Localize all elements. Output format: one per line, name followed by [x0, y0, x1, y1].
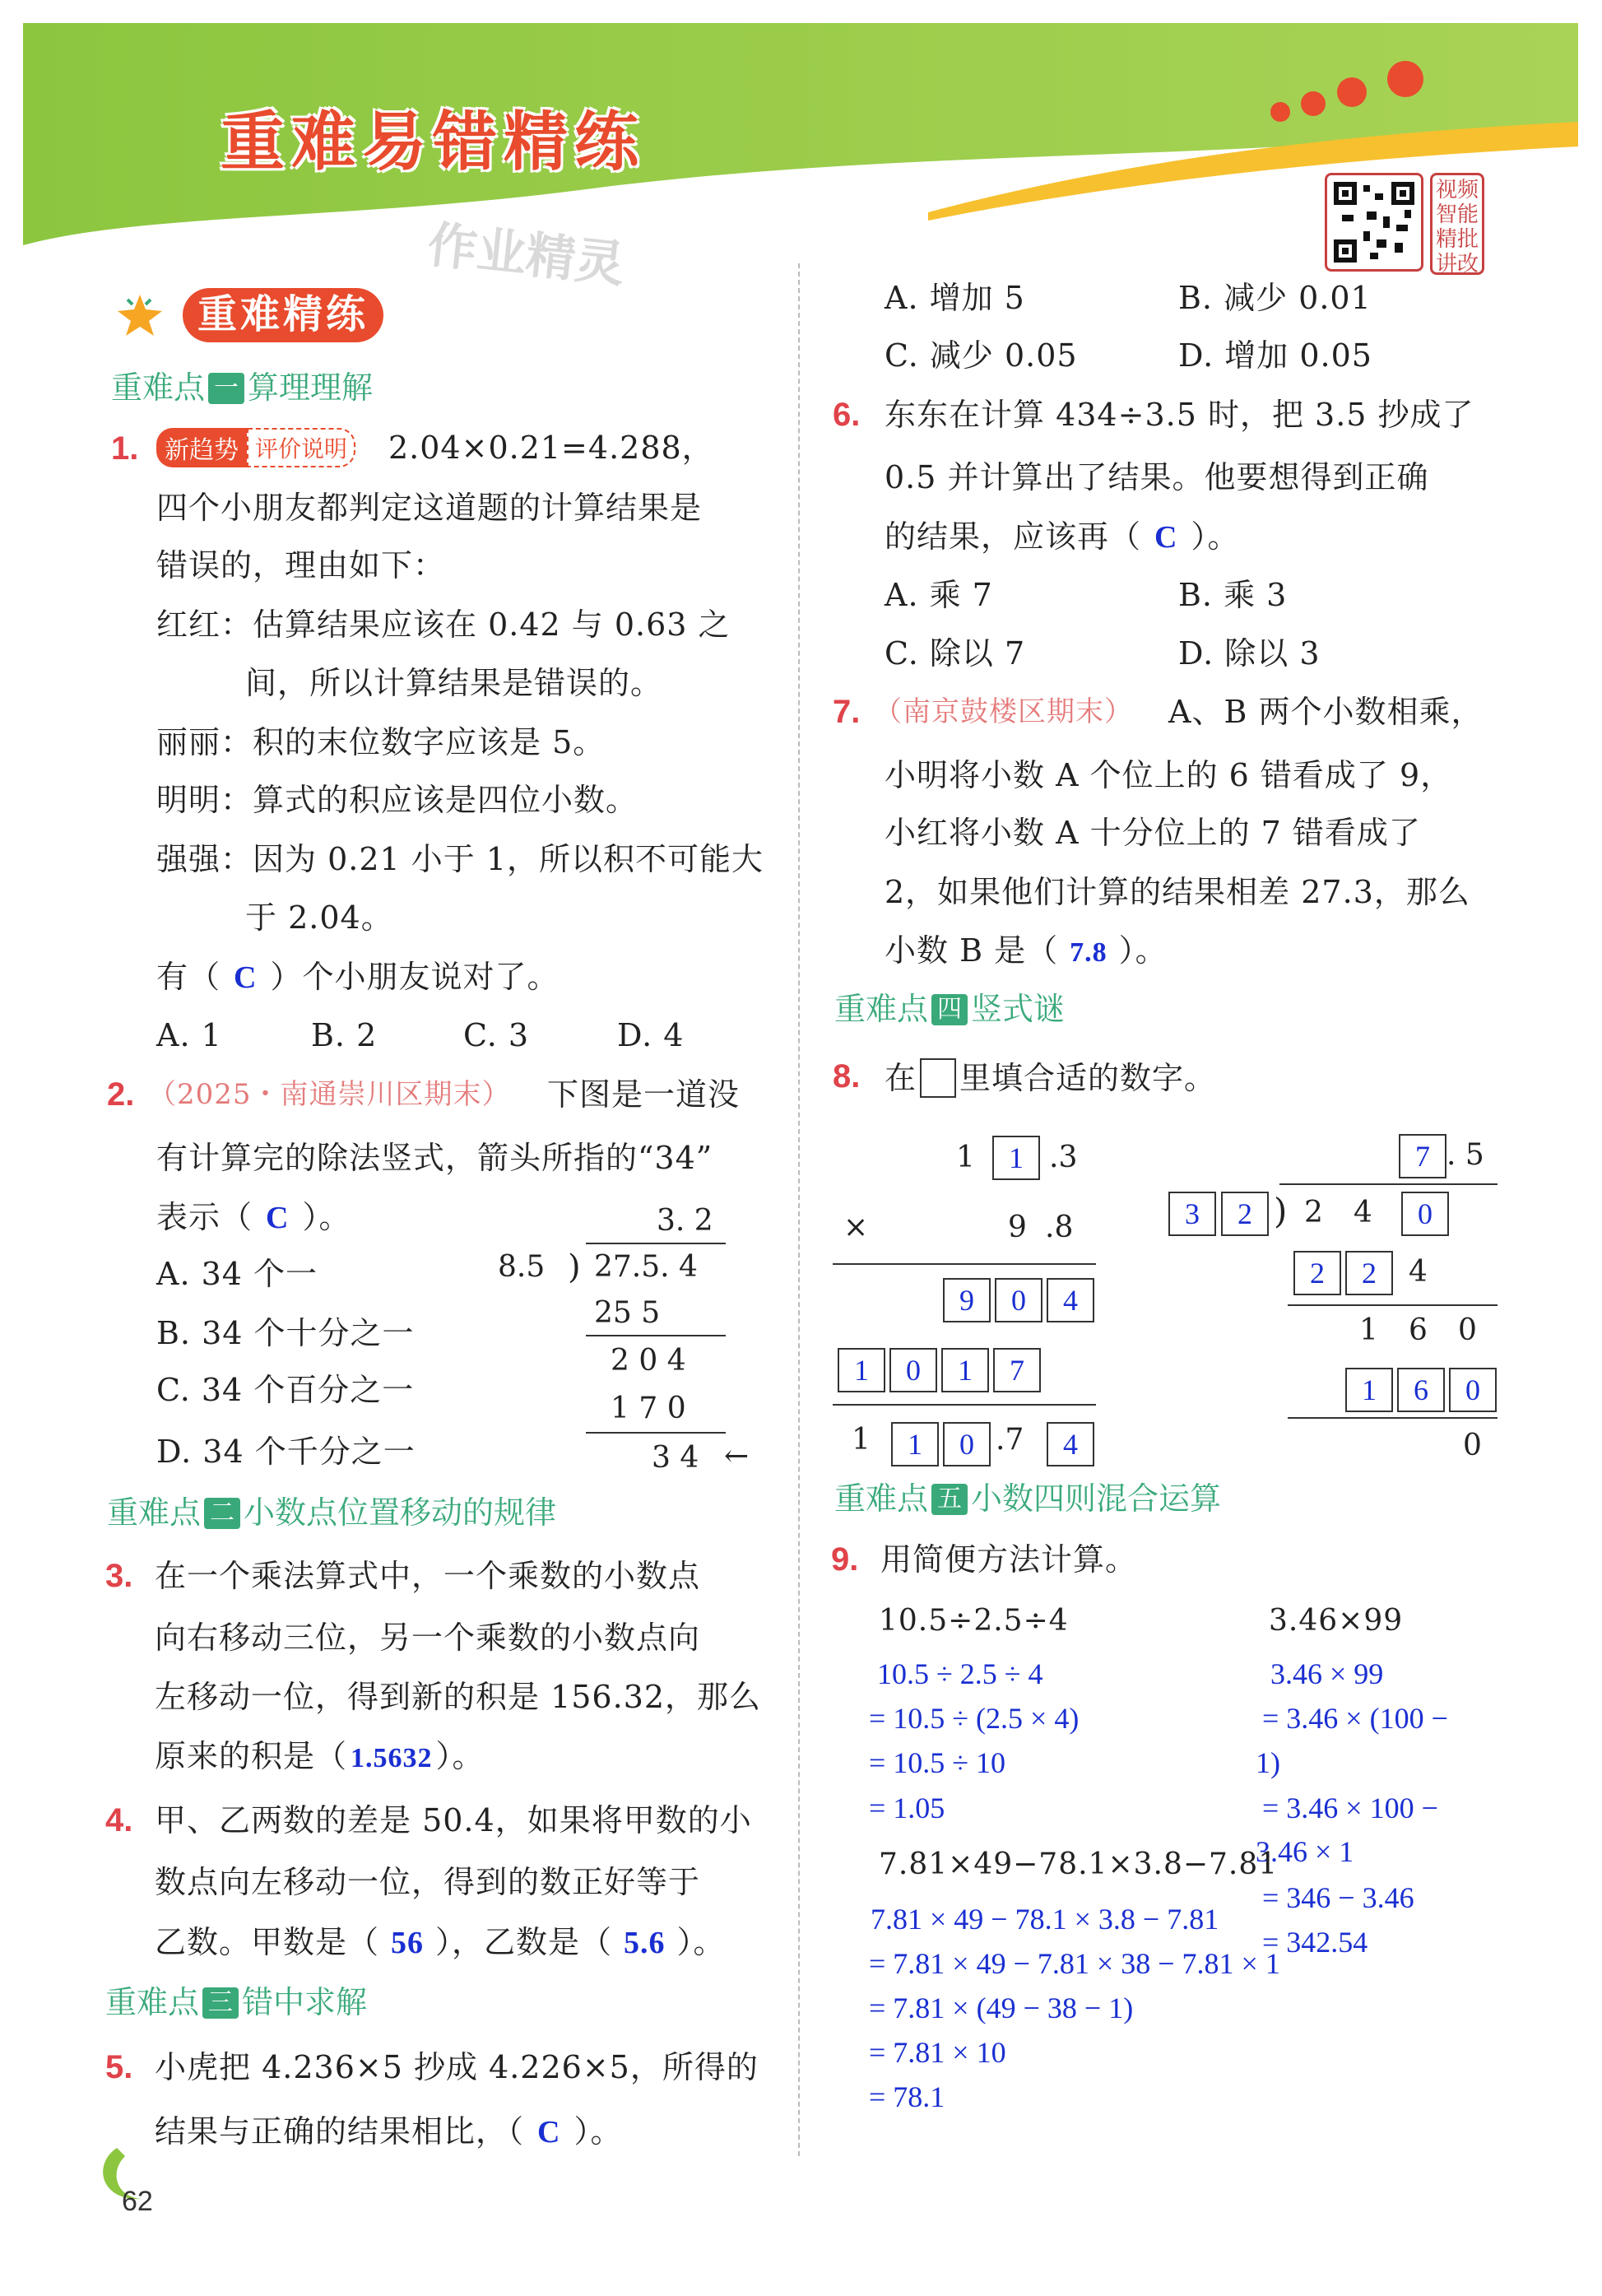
mul-r1-1: 1	[956, 1141, 975, 1174]
kp-3: 重难点 三 错中求解	[105, 1986, 368, 2020]
q2-row2: 2 0 4	[611, 1344, 686, 1378]
q3-line2: 向右移动三位，另一个乘数的小数点向	[155, 1620, 701, 1656]
q5-option-b: B. 减少 0.01	[1178, 280, 1372, 316]
q6-number: 6.	[833, 397, 861, 433]
q2-option-b: B. 34 个十分之一	[156, 1315, 415, 1351]
q3-answer: 1.5632	[351, 1743, 433, 1773]
page-number: 62	[122, 2186, 153, 2217]
q9-p1-s2: = 10.5 ÷ (2.5 × 4)	[869, 1702, 1080, 1735]
q1-line6: 丽丽：积的末位数字应该是 5。	[156, 724, 606, 760]
q5-option-c: C. 减少 0.05	[885, 337, 1078, 374]
star-icon	[111, 288, 169, 337]
qr-label: 视频智能精批讲改	[1430, 173, 1484, 275]
q2-line3: 表示（ C ）。	[156, 1199, 351, 1235]
q9-line1: 用简便方法计算。	[880, 1541, 1138, 1578]
q9-p1-expr: 10.5÷2.5÷4	[879, 1604, 1069, 1638]
q6-option-c: C. 除以 7	[885, 635, 1026, 672]
q9-p3-s2: = 7.81 × 49 − 7.81 × 38 − 7.81 × 1	[869, 1947, 1280, 1980]
q6-option-b: B. 乘 3	[1178, 577, 1288, 613]
mul-times: ×	[843, 1211, 869, 1244]
q2-row4: 3 4	[652, 1441, 699, 1475]
mul-box-8: 7	[993, 1348, 1041, 1392]
q7-number: 7.	[833, 694, 861, 730]
q2-option-a: A. 34 个一	[156, 1256, 318, 1292]
mul-box-1: 1	[992, 1136, 1040, 1180]
q9-p2-s6: = 346 − 3.46	[1262, 1881, 1414, 1914]
q6-line2: 0.5 并计算出了结果。他要想得到正确	[885, 459, 1429, 495]
q5-number: 5.	[105, 2049, 133, 2085]
q3-line3: 左移动一位，得到新的积是 156.32，那么	[155, 1679, 762, 1715]
q1-badge: 新趋势 评价说明	[156, 428, 355, 467]
q2-div-bar	[586, 1243, 726, 1244]
div-box-s3a: 1	[1345, 1368, 1393, 1412]
div-box-q1: 7	[1399, 1134, 1446, 1178]
div-line-2	[1288, 1417, 1498, 1419]
q1-line7: 明明：算式的积应该是四位小数。	[156, 782, 638, 818]
q2-divisor: 8.5	[498, 1250, 546, 1284]
q7-line4: 2，如果他们计算的结果相差 27.3，那么	[885, 874, 1470, 910]
q2-number: 2.	[107, 1076, 135, 1113]
mul-box-2: 9	[943, 1278, 991, 1322]
mul-line-2	[833, 1404, 1096, 1406]
q1-option-c: C. 3	[463, 1017, 530, 1053]
q9-p2-s7: = 342.54	[1262, 1926, 1368, 1959]
q6-line1: 东东在计算 434÷3.5 时，把 3.5 抄成了	[885, 397, 1474, 433]
q9-p1-s1: 10.5 ÷ 2.5 ÷ 4	[877, 1657, 1043, 1690]
qr-pattern-icon	[1334, 182, 1414, 263]
kp-1: 重难点 一 算理理解	[111, 371, 374, 406]
q4-line1: 甲、乙两数的差是 50.4，如果将甲数的小	[155, 1802, 752, 1838]
q9-p3-s4: = 7.81 × 10	[869, 2036, 1006, 2069]
q6-option-a: A. 乘 7	[885, 577, 993, 613]
q9-p2-s3: 1)	[1256, 1746, 1280, 1779]
div-remainder: 0	[1463, 1429, 1482, 1462]
q4-line2: 数点向左移动一位，得到的数正好等于	[155, 1864, 701, 1900]
q1-line10: 有（ C ）个小朋友说对了。	[156, 959, 560, 995]
q2-arrow: ←	[724, 1439, 750, 1473]
q7-line3: 小红将小数 A 十分位上的 7 错看成了	[885, 815, 1421, 851]
q1-answer: C	[234, 960, 258, 995]
q2-row1: 25 5	[594, 1296, 661, 1330]
q1-option-a: A. 1	[156, 1017, 222, 1053]
mul-r5-4: .7	[996, 1423, 1024, 1457]
q5-option-a: A. 增加 5	[885, 280, 1025, 316]
q2-line-a	[586, 1335, 726, 1336]
div-bracket: )	[1274, 1191, 1288, 1231]
div-box-d2: 2	[1221, 1192, 1269, 1236]
mul-box-3: 0	[995, 1278, 1042, 1322]
q2-line-b	[586, 1432, 726, 1434]
q7-line5: 小数 B 是（ 7.8 ）。	[885, 932, 1168, 969]
section-title: 重难精练	[183, 288, 383, 342]
q9-p3-expr: 7.81×49−78.1×3.8−7.81	[879, 1847, 1279, 1881]
mul-r2-2: .8	[1045, 1211, 1074, 1244]
mul-box-11: 4	[1047, 1422, 1094, 1466]
q2-option-d: D. 34 个千分之一	[156, 1434, 416, 1470]
header-title: 重难易错精练	[221, 105, 646, 178]
q7-source: （南京鼓楼区期末）	[874, 695, 1133, 728]
q1-option-b: B. 2	[311, 1017, 378, 1053]
q5-line1: 小虎把 4.236×5 抄成 4.226×5，所得的	[155, 2049, 759, 2085]
q1-option-d: D. 4	[617, 1017, 685, 1053]
mul-box-10: 0	[943, 1422, 991, 1466]
q1-line5: 间，所以计算结果是错误的。	[245, 665, 663, 701]
div-box-s3b: 6	[1397, 1368, 1445, 1412]
q3-number: 3.	[105, 1558, 133, 1594]
q8-line1: 在 里填合适的数字。	[885, 1060, 1217, 1096]
q2-option-c: C. 34 个百分之一	[156, 1372, 415, 1408]
q1-line4: 红红：估算结果应该在 0.42 与 0.63 之	[156, 607, 731, 643]
q9-p2-expr: 3.46×99	[1269, 1604, 1404, 1638]
q8-number: 8.	[833, 1058, 861, 1095]
mul-r1-3: .3	[1049, 1141, 1078, 1174]
blank-box	[920, 1058, 956, 1098]
mul-r5-1: 1	[852, 1423, 871, 1457]
div-q2: . 5	[1446, 1138, 1484, 1172]
q9-p1-s4: = 1.05	[869, 1792, 945, 1824]
q7-line2: 小明将小数 A 个位上的 6 错看成了 9，	[885, 757, 1453, 793]
q4-answer1: 56	[391, 1926, 425, 1960]
div-box-dd3: 0	[1401, 1192, 1449, 1236]
q9-p3-s3: = 7.81 × (49 − 38 − 1)	[869, 1992, 1134, 2024]
q4-answer2: 5.6	[624, 1926, 666, 1960]
q9-p1-s3: = 10.5 ÷ 10	[869, 1746, 1006, 1779]
mul-box-4: 4	[1047, 1278, 1094, 1322]
kp-5: 重难点 五 小数四则混合运算	[834, 1482, 1222, 1517]
column-divider	[798, 263, 800, 2156]
div-bar	[1279, 1183, 1498, 1185]
q7-answer: 7.8	[1070, 937, 1107, 968]
q9-number: 9.	[831, 1541, 859, 1578]
q9-p2-s4: = 3.46 × 100 −	[1262, 1792, 1438, 1824]
mul-box-5: 1	[838, 1348, 885, 1392]
div-box-d1: 3	[1168, 1192, 1216, 1236]
q9-p2-s1: 3.46 × 99	[1270, 1657, 1384, 1690]
q9-p2-s5: 3.46 × 1	[1256, 1835, 1354, 1868]
mul-line-1	[833, 1263, 1096, 1265]
div-dd2: 4	[1354, 1196, 1372, 1229]
q9-p3-s1: 7.81 × 49 − 78.1 × 3.8 − 7.81	[871, 1903, 1219, 1936]
q2-answer: C	[266, 1201, 290, 1235]
div-line-1	[1288, 1304, 1498, 1306]
q9-p3-s5: = 78.1	[869, 2080, 945, 2113]
q1-line9: 于 2.04。	[245, 899, 393, 936]
div-s2-2: 6	[1409, 1313, 1428, 1347]
q2-source: （2025・南通崇川区期末）	[148, 1078, 511, 1111]
q5-option-d: D. 增加 0.05	[1178, 337, 1372, 374]
mul-box-6: 0	[889, 1348, 937, 1392]
mul-box-9: 1	[891, 1422, 939, 1466]
div-box-s1: 2	[1293, 1251, 1341, 1295]
mul-box-7: 1	[941, 1348, 989, 1392]
div-s1-3: 4	[1409, 1255, 1428, 1289]
q1-line2: 四个小朋友都判定这道题的计算结果是	[156, 490, 703, 526]
kp-2: 重难点 二 小数点位置移动的规律	[107, 1496, 557, 1531]
q2-bracket: )	[568, 1248, 581, 1286]
q2-dividend: 27.5. 4	[594, 1250, 698, 1284]
q7-line1: A、B 两个小数相乘，	[1168, 694, 1484, 730]
div-box-s2: 2	[1345, 1251, 1393, 1295]
mul-r2-1: 9	[1008, 1211, 1027, 1244]
q2-quotient: 3. 2	[657, 1204, 713, 1238]
watermark: 作业精灵	[425, 216, 628, 293]
q2-line2: 有计算完的除法竖式，箭头所指的“34”	[156, 1140, 713, 1176]
q9-p2-s2: = 3.46 × (100 −	[1262, 1702, 1448, 1735]
div-s2-1: 1	[1359, 1313, 1378, 1347]
q3-line1: 在一个乘法算式中，一个乘数的小数点	[155, 1558, 701, 1594]
q1-line1: 2.04×0.21=4.288，	[388, 430, 714, 466]
q2-line1: 下图是一道没	[547, 1076, 741, 1113]
q6-line3: 的结果，应该再（ C ）。	[885, 518, 1240, 555]
q3-line4: 原来的积是（ 1.5632 ）。	[155, 1738, 485, 1774]
q1-line8: 强强：因为 0.21 小于 1，所以积不可能大	[156, 841, 764, 877]
q2-row3: 1 7 0	[611, 1392, 686, 1425]
q4-number: 4.	[105, 1802, 133, 1838]
q1-line3: 错误的，理由如下：	[156, 547, 446, 583]
qr-code[interactable]	[1325, 173, 1423, 272]
div-s2-3: 0	[1458, 1313, 1477, 1347]
div-box-s3c: 0	[1449, 1368, 1497, 1412]
q4-line3: 乙数。甲数是（ 56 ），乙数是（ 5.6 ）。	[155, 1924, 726, 1960]
q6-answer: C	[1154, 520, 1178, 555]
q5-line2: 结果与正确的结果相比，（ C ）。	[155, 2113, 623, 2150]
div-dd1: 2	[1304, 1196, 1323, 1229]
kp-4: 重难点 四 竖式谜	[834, 992, 1066, 1027]
q1-number: 1.	[111, 430, 139, 467]
q5-answer: C	[537, 2115, 561, 2150]
q6-option-d: D. 除以 3	[1178, 635, 1321, 672]
